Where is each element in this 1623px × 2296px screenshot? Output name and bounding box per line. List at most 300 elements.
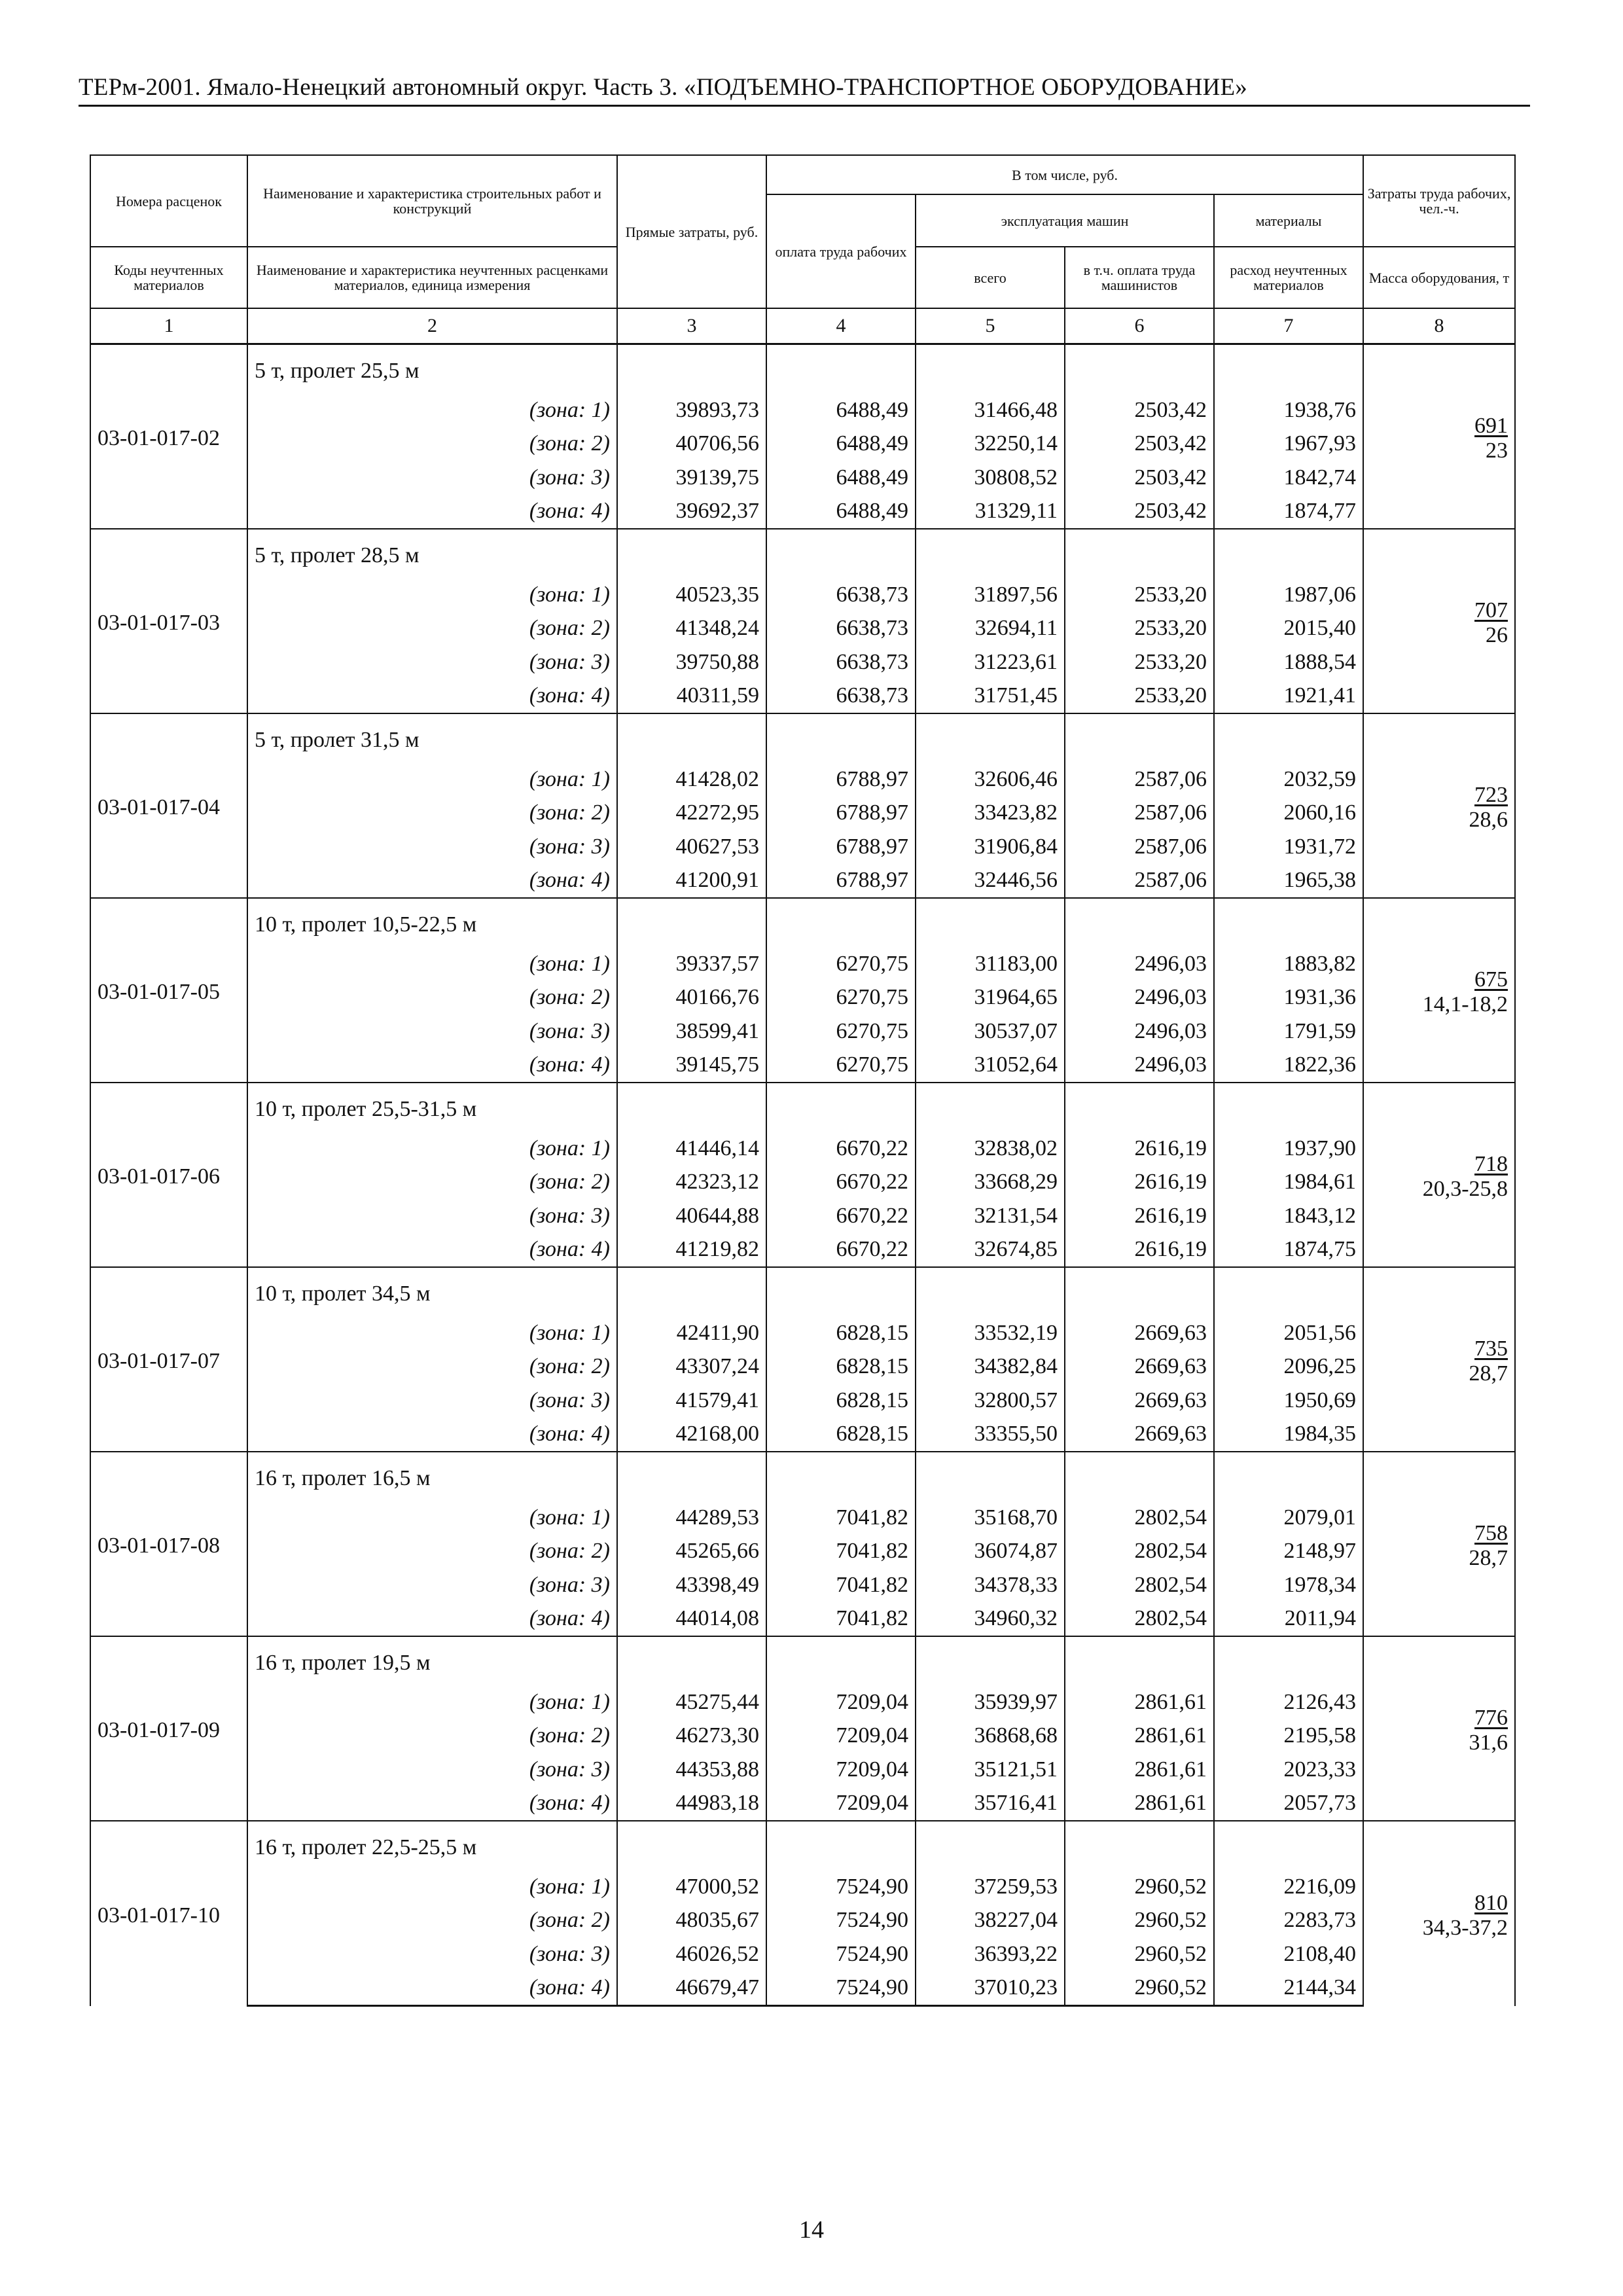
direct-costs-value: 38599,41	[617, 1014, 766, 1049]
machines-wages-value: 2669,63	[1065, 1350, 1214, 1384]
machines-total-value: 31466,48	[916, 393, 1065, 427]
wages-value: 7209,04	[766, 1685, 916, 1719]
zone-label: (зона: 4)	[247, 1233, 617, 1268]
machines-wages-value: 2533,20	[1065, 612, 1214, 646]
machines-total-value: 31183,00	[916, 947, 1065, 981]
labor-costs-value: 723	[1474, 783, 1508, 807]
equipment-mass-value: 28,6	[1469, 808, 1508, 832]
machines-total-value: 33668,29	[916, 1166, 1065, 1200]
materials-value: 2011,94	[1214, 1602, 1363, 1637]
zone-label: (зона: 1)	[247, 1316, 617, 1350]
zone-label: (зона: 4)	[247, 864, 617, 899]
header-wages: оплата труда рабочих	[766, 194, 916, 308]
empty-cell	[617, 1636, 766, 1685]
zone-label: (зона: 2)	[247, 981, 617, 1015]
zone-label: (зона: 1)	[247, 762, 617, 797]
wages-value: 6638,73	[766, 679, 916, 714]
zone-row	[90, 1870, 1515, 1904]
rate-title-row	[90, 898, 1515, 947]
wages-value: 7524,90	[766, 1937, 916, 1971]
machines-total-value: 31052,64	[916, 1049, 1065, 1083]
machines-wages-value: 2587,06	[1065, 797, 1214, 831]
machines-total-value: 33423,82	[916, 797, 1065, 831]
wages-value: 6788,97	[766, 797, 916, 831]
empty-cell	[1065, 1083, 1214, 1132]
wages-value: 6670,22	[766, 1199, 916, 1233]
empty-cell	[766, 1267, 916, 1316]
direct-costs-value: 42411,90	[617, 1316, 766, 1350]
wages-value: 6788,97	[766, 830, 916, 864]
header-materials: материалы	[1214, 194, 1363, 247]
zone-label: (зона: 2)	[247, 1719, 617, 1753]
zone-label: (зона: 3)	[247, 645, 617, 679]
empty-cell	[1065, 898, 1214, 947]
zone-label: (зона: 1)	[247, 1132, 617, 1166]
machines-total-value: 32446,56	[916, 864, 1065, 899]
document-header: ТЕРм-2001. Ямало-Ненецкий автономный округ. Часть 3. «ПОДЪЕМНО-ТРАНСПОРТНОЕ ОБОРУДОВАНИЕ»	[79, 74, 1247, 101]
header-materials-consumption: расход неучтенных материалов	[1214, 247, 1363, 308]
direct-costs-value: 41446,14	[617, 1132, 766, 1166]
equipment-mass-value: 31,6	[1469, 1731, 1508, 1755]
machines-wages-value: 2960,52	[1065, 1870, 1214, 1904]
header-rate-numbers: Номера расценок	[90, 155, 247, 247]
direct-costs-value: 39337,57	[617, 947, 766, 981]
zone-row	[90, 1568, 1515, 1602]
rate-code: 03-01-017-04	[90, 713, 247, 898]
direct-costs-value: 44353,88	[617, 1753, 766, 1787]
empty-cell	[1214, 529, 1363, 578]
column-number: 1	[90, 308, 247, 344]
machines-wages-value: 2861,61	[1065, 1719, 1214, 1753]
materials-value: 1843,12	[1214, 1199, 1363, 1233]
header-work-name: Наименование и характеристика строительных работ и конструкций	[247, 155, 617, 247]
empty-cell	[617, 1821, 766, 1870]
empty-cell	[1214, 344, 1363, 394]
materials-value: 2057,73	[1214, 1787, 1363, 1821]
materials-value: 2032,59	[1214, 762, 1363, 797]
zone-label: (зона: 2)	[247, 1350, 617, 1384]
labor-costs-value: 810	[1474, 1890, 1508, 1915]
zone-row	[90, 1971, 1515, 2006]
empty-cell	[1065, 1267, 1214, 1316]
column-number: 8	[1363, 308, 1515, 344]
zone-row	[90, 1316, 1515, 1350]
machines-total-value: 32606,46	[916, 762, 1065, 797]
wages-value: 7209,04	[766, 1787, 916, 1821]
wages-value: 6828,15	[766, 1350, 916, 1384]
machines-total-value: 35168,70	[916, 1501, 1065, 1535]
machines-wages-value: 2802,54	[1065, 1535, 1214, 1569]
labor-mass-cell	[1363, 529, 1515, 713]
labor-mass-cell	[1363, 713, 1515, 898]
materials-value: 1931,36	[1214, 981, 1363, 1015]
zone-row	[90, 830, 1515, 864]
empty-cell	[766, 1821, 916, 1870]
empty-cell	[1214, 1636, 1363, 1685]
page-number: 14	[799, 2216, 824, 2244]
wages-value: 6828,15	[766, 1384, 916, 1418]
direct-costs-value: 39750,88	[617, 645, 766, 679]
direct-costs-value: 46026,52	[617, 1937, 766, 1971]
zone-label: (зона: 3)	[247, 1937, 617, 1971]
materials-value: 1791,59	[1214, 1014, 1363, 1049]
zone-row	[90, 495, 1515, 529]
header-material-names: Наименование и характеристика неучтенных расценками материалов, единица измерения	[247, 247, 617, 308]
direct-costs-value: 41348,24	[617, 612, 766, 646]
direct-costs-value: 41428,02	[617, 762, 766, 797]
empty-cell	[766, 344, 916, 394]
labor-mass-cell	[1363, 1636, 1515, 1821]
direct-costs-value: 40627,53	[617, 830, 766, 864]
empty-cell	[916, 1083, 1065, 1132]
empty-cell	[617, 1452, 766, 1501]
materials-value: 2015,40	[1214, 612, 1363, 646]
machines-wages-value: 2669,63	[1065, 1418, 1214, 1452]
rate-code: 03-01-017-08	[90, 1452, 247, 1636]
rate-group	[90, 344, 1515, 529]
empty-cell	[1065, 529, 1214, 578]
zone-row	[90, 1199, 1515, 1233]
column-numbers-row	[90, 308, 1515, 344]
labor-mass-cell	[1363, 898, 1515, 1083]
zone-row	[90, 612, 1515, 646]
materials-value: 1965,38	[1214, 864, 1363, 899]
materials-value: 1984,61	[1214, 1166, 1363, 1200]
machines-total-value: 38227,04	[916, 1904, 1065, 1938]
zone-label: (зона: 3)	[247, 1199, 617, 1233]
header-machines: эксплуатация машин	[916, 194, 1214, 247]
machines-wages-value: 2533,20	[1065, 679, 1214, 714]
machines-total-value: 35939,97	[916, 1685, 1065, 1719]
machines-total-value: 37010,23	[916, 1971, 1065, 2006]
empty-cell	[1065, 713, 1214, 762]
direct-costs-value: 46679,47	[617, 1971, 766, 2006]
empty-cell	[916, 713, 1065, 762]
equipment-mass-value: 14,1-18,2	[1422, 992, 1508, 1016]
machines-wages-value: 2503,42	[1065, 495, 1214, 529]
direct-costs-value: 41200,91	[617, 864, 766, 899]
zone-row	[90, 864, 1515, 899]
empty-cell	[1214, 713, 1363, 762]
materials-value: 1874,75	[1214, 1233, 1363, 1268]
empty-cell	[916, 1636, 1065, 1685]
wages-value: 6638,73	[766, 612, 916, 646]
machines-total-value: 31223,61	[916, 645, 1065, 679]
machines-total-value: 31897,56	[916, 578, 1065, 612]
machines-wages-value: 2616,19	[1065, 1199, 1214, 1233]
machines-total-value: 31906,84	[916, 830, 1065, 864]
rate-code: 03-01-017-05	[90, 898, 247, 1083]
zone-label: (зона: 4)	[247, 1787, 617, 1821]
labor-costs-value: 707	[1474, 598, 1508, 622]
labor-costs-value: 776	[1474, 1706, 1508, 1730]
materials-value: 1950,69	[1214, 1384, 1363, 1418]
zone-label: (зона: 4)	[247, 1049, 617, 1083]
rate-code: 03-01-017-06	[90, 1083, 247, 1267]
empty-cell	[1214, 898, 1363, 947]
direct-costs-value: 39139,75	[617, 461, 766, 495]
equipment-mass-value: 28,7	[1469, 1361, 1508, 1386]
materials-value: 1921,41	[1214, 679, 1363, 714]
rate-title: 16 т, пролет 22,5-25,5 м	[247, 1821, 617, 1870]
direct-costs-value: 48035,67	[617, 1904, 766, 1938]
zone-label: (зона: 4)	[247, 1418, 617, 1452]
zone-label: (зона: 2)	[247, 427, 617, 461]
zone-row	[90, 1602, 1515, 1637]
column-number: 3	[617, 308, 766, 344]
materials-value: 2096,25	[1214, 1350, 1363, 1384]
zone-label: (зона: 1)	[247, 1685, 617, 1719]
wages-value: 6670,22	[766, 1233, 916, 1268]
labor-costs-value: 691	[1474, 414, 1508, 438]
rate-code: 03-01-017-07	[90, 1267, 247, 1452]
materials-value: 1874,77	[1214, 495, 1363, 529]
rate-title-row	[90, 1636, 1515, 1685]
rate-group	[90, 1083, 1515, 1267]
zone-label: (зона: 2)	[247, 1166, 617, 1200]
wages-value: 7209,04	[766, 1719, 916, 1753]
labor-mass-cell	[1363, 1452, 1515, 1636]
machines-wages-value: 2496,03	[1065, 947, 1214, 981]
zone-row	[90, 578, 1515, 612]
wages-value: 6638,73	[766, 578, 916, 612]
zone-label: (зона: 3)	[247, 830, 617, 864]
wages-value: 7209,04	[766, 1753, 916, 1787]
wages-value: 6670,22	[766, 1132, 916, 1166]
materials-value: 1888,54	[1214, 645, 1363, 679]
machines-total-value: 30808,52	[916, 461, 1065, 495]
equipment-mass-value: 34,3-37,2	[1422, 1915, 1508, 1940]
column-number: 4	[766, 308, 916, 344]
machines-total-value: 37259,53	[916, 1870, 1065, 1904]
machines-wages-value: 2616,19	[1065, 1132, 1214, 1166]
machines-total-value: 31329,11	[916, 495, 1065, 529]
empty-cell	[766, 1636, 916, 1685]
zone-row	[90, 645, 1515, 679]
machines-wages-value: 2802,54	[1065, 1602, 1214, 1637]
zone-row	[90, 679, 1515, 714]
zone-row	[90, 1049, 1515, 1083]
header-rule	[79, 105, 1530, 107]
machines-wages-value: 2496,03	[1065, 981, 1214, 1015]
empty-cell	[1214, 1267, 1363, 1316]
materials-value: 2108,40	[1214, 1937, 1363, 1971]
direct-costs-value: 47000,52	[617, 1870, 766, 1904]
zone-label: (зона: 3)	[247, 1753, 617, 1787]
rate-title: 5 т, пролет 31,5 м	[247, 713, 617, 762]
materials-value: 1842,74	[1214, 461, 1363, 495]
machines-total-value: 31751,45	[916, 679, 1065, 714]
machines-wages-value: 2861,61	[1065, 1787, 1214, 1821]
wages-value: 6488,49	[766, 461, 916, 495]
column-number: 7	[1214, 308, 1363, 344]
materials-value: 2195,58	[1214, 1719, 1363, 1753]
zone-label: (зона: 2)	[247, 612, 617, 646]
zone-row	[90, 1719, 1515, 1753]
materials-value: 2283,73	[1214, 1904, 1363, 1938]
rate-title: 16 т, пролет 19,5 м	[247, 1636, 617, 1685]
rate-group	[90, 1452, 1515, 1636]
header-direct-costs: Прямые затраты, руб.	[617, 155, 766, 308]
direct-costs-value: 39145,75	[617, 1049, 766, 1083]
equipment-mass-value: 20,3-25,8	[1422, 1177, 1508, 1201]
direct-costs-value: 43398,49	[617, 1568, 766, 1602]
materials-value: 2216,09	[1214, 1870, 1363, 1904]
labor-mass-cell	[1363, 1083, 1515, 1267]
column-number: 2	[247, 308, 617, 344]
machines-total-value: 34960,32	[916, 1602, 1065, 1637]
table-header	[90, 155, 1515, 344]
zone-row	[90, 797, 1515, 831]
zone-label: (зона: 3)	[247, 1384, 617, 1418]
zone-label: (зона: 3)	[247, 1014, 617, 1049]
rate-group	[90, 1821, 1515, 2006]
direct-costs-value: 40706,56	[617, 427, 766, 461]
rate-code: 03-01-017-02	[90, 344, 247, 529]
header-including: В том числе, руб.	[766, 155, 1363, 194]
machines-total-value: 30537,07	[916, 1014, 1065, 1049]
machines-total-value: 32694,11	[916, 612, 1065, 646]
machines-wages-value: 2861,61	[1065, 1753, 1214, 1787]
machines-total-value: 32250,14	[916, 427, 1065, 461]
direct-costs-value: 42168,00	[617, 1418, 766, 1452]
empty-cell	[916, 1452, 1065, 1501]
header-labor-costs: Затраты труда рабочих, чел.-ч.	[1363, 155, 1515, 247]
rate-title-row	[90, 344, 1515, 394]
column-number: 5	[916, 308, 1065, 344]
materials-value: 1822,36	[1214, 1049, 1363, 1083]
rate-title-row	[90, 1821, 1515, 1870]
materials-value: 2144,34	[1214, 1971, 1363, 2006]
labor-costs-value: 675	[1474, 967, 1508, 992]
machines-total-value: 33532,19	[916, 1316, 1065, 1350]
zone-row	[90, 762, 1515, 797]
machines-wages-value: 2802,54	[1065, 1501, 1214, 1535]
rate-group	[90, 898, 1515, 1083]
wages-value: 6488,49	[766, 495, 916, 529]
direct-costs-value: 43307,24	[617, 1350, 766, 1384]
empty-cell	[766, 1083, 916, 1132]
zone-label: (зона: 2)	[247, 1535, 617, 1569]
zone-row	[90, 1233, 1515, 1268]
machines-total-value: 32674,85	[916, 1233, 1065, 1268]
direct-costs-value: 45265,66	[617, 1535, 766, 1569]
zone-row	[90, 1014, 1515, 1049]
header-equipment-mass: Масса оборудования, т	[1363, 247, 1515, 308]
empty-cell	[1214, 1452, 1363, 1501]
rate-title-row	[90, 1083, 1515, 1132]
labor-costs-value: 718	[1474, 1152, 1508, 1176]
rate-group	[90, 529, 1515, 713]
zone-row	[90, 427, 1515, 461]
rate-group	[90, 1636, 1515, 1821]
materials-value: 1938,76	[1214, 393, 1363, 427]
rate-title: 16 т, пролет 16,5 м	[247, 1452, 617, 1501]
empty-cell	[617, 529, 766, 578]
rate-title-row	[90, 1267, 1515, 1316]
zone-row	[90, 1937, 1515, 1971]
labor-mass-cell	[1363, 1267, 1515, 1452]
wages-value: 6788,97	[766, 864, 916, 899]
machines-total-value: 33355,50	[916, 1418, 1065, 1452]
wages-value: 6270,75	[766, 947, 916, 981]
machines-wages-value: 2960,52	[1065, 1971, 1214, 2006]
zone-row	[90, 1787, 1515, 1821]
machines-total-value: 34378,33	[916, 1568, 1065, 1602]
zone-row	[90, 1418, 1515, 1452]
machines-total-value: 34382,84	[916, 1350, 1065, 1384]
direct-costs-value: 40311,59	[617, 679, 766, 714]
header-machines-total: всего	[916, 247, 1065, 308]
labor-costs-value: 735	[1474, 1336, 1508, 1361]
empty-cell	[766, 898, 916, 947]
rate-title: 10 т, пролет 25,5-31,5 м	[247, 1083, 617, 1132]
zone-row	[90, 947, 1515, 981]
zone-row	[90, 1535, 1515, 1569]
header-machines-wages: в т.ч. оплата труда машинистов	[1065, 247, 1214, 308]
empty-cell	[617, 344, 766, 394]
empty-cell	[916, 898, 1065, 947]
zone-label: (зона: 1)	[247, 947, 617, 981]
machines-total-value: 35716,41	[916, 1787, 1065, 1821]
rate-title: 10 т, пролет 34,5 м	[247, 1267, 617, 1316]
equipment-mass-value: 28,7	[1469, 1546, 1508, 1570]
machines-wages-value: 2587,06	[1065, 864, 1214, 899]
empty-cell	[1065, 1452, 1214, 1501]
zone-label: (зона: 2)	[247, 797, 617, 831]
machines-wages-value: 2960,52	[1065, 1937, 1214, 1971]
machines-total-value: 36868,68	[916, 1719, 1065, 1753]
zone-label: (зона: 4)	[247, 1971, 617, 2006]
rate-title-row	[90, 713, 1515, 762]
wages-value: 6638,73	[766, 645, 916, 679]
machines-total-value: 32800,57	[916, 1384, 1065, 1418]
wages-value: 7041,82	[766, 1501, 916, 1535]
materials-value: 1987,06	[1214, 578, 1363, 612]
direct-costs-value: 40166,76	[617, 981, 766, 1015]
wages-value: 7524,90	[766, 1870, 916, 1904]
empty-cell	[916, 1267, 1065, 1316]
machines-wages-value: 2587,06	[1065, 830, 1214, 864]
direct-costs-value: 45275,44	[617, 1685, 766, 1719]
header-material-codes: Коды неучтенных материалов	[90, 247, 247, 308]
empty-cell	[766, 529, 916, 578]
empty-cell	[1065, 344, 1214, 394]
machines-wages-value: 2503,42	[1065, 393, 1214, 427]
wages-value: 7041,82	[766, 1568, 916, 1602]
rate-title: 5 т, пролет 28,5 м	[247, 529, 617, 578]
empty-cell	[916, 529, 1065, 578]
wages-value: 6270,75	[766, 981, 916, 1015]
machines-total-value: 32838,02	[916, 1132, 1065, 1166]
machines-wages-value: 2533,20	[1065, 645, 1214, 679]
rate-code: 03-01-017-10	[90, 1821, 247, 2006]
machines-wages-value: 2616,19	[1065, 1233, 1214, 1268]
rate-title: 10 т, пролет 10,5-22,5 м	[247, 898, 617, 947]
zone-label: (зона: 4)	[247, 679, 617, 714]
rate-group	[90, 713, 1515, 898]
empty-cell	[1065, 1636, 1214, 1685]
zone-row	[90, 1132, 1515, 1166]
machines-wages-value: 2503,42	[1065, 461, 1214, 495]
direct-costs-value: 46273,30	[617, 1719, 766, 1753]
zone-label: (зона: 1)	[247, 1501, 617, 1535]
empty-cell	[617, 713, 766, 762]
rate-code: 03-01-017-09	[90, 1636, 247, 1821]
empty-cell	[916, 344, 1065, 394]
empty-cell	[617, 898, 766, 947]
empty-cell	[617, 1267, 766, 1316]
